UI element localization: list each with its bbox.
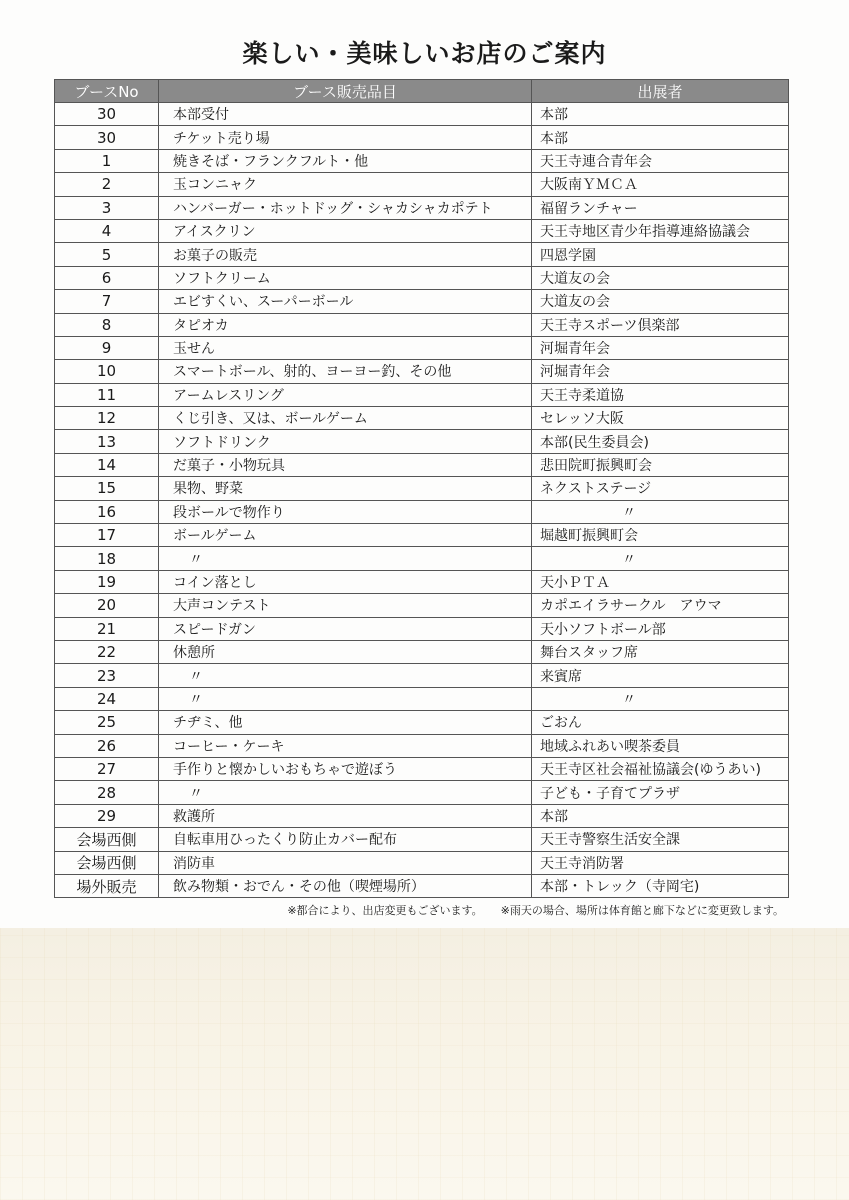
exhibitor-cell: 大道友の会 <box>532 266 789 289</box>
exhibitor-cell: 本部・トレック（寺岡宅) <box>532 874 789 897</box>
table-row <box>55 243 789 266</box>
exhibitor-cell: 本部 <box>532 804 789 827</box>
table-row <box>55 851 789 874</box>
item-cell: コーヒー・ケーキ <box>159 734 532 757</box>
exhibitor-cell: 天王寺柔道協 <box>532 383 789 406</box>
exhibitor-cell: 天王寺区社会福祉協議会(ゆうあい) <box>532 757 789 780</box>
booth-no-cell: 23 <box>55 664 159 687</box>
item-cell: チケット売り場 <box>159 126 532 149</box>
booth-no-cell: 会場西側 <box>55 851 159 874</box>
table-row <box>55 617 789 640</box>
exhibitor-cell: 大道友の会 <box>532 290 789 313</box>
exhibitor-cell: カポエイラサークル アウマ <box>532 594 789 617</box>
item-cell: チヂミ、他 <box>159 711 532 734</box>
table-row <box>55 781 789 804</box>
booth-no-cell: 19 <box>55 570 159 593</box>
exhibitor-cell: ネクストステージ <box>532 477 789 500</box>
booth-no-cell: 16 <box>55 500 159 523</box>
item-cell: だ菓子・小物玩具 <box>159 453 532 476</box>
booth-no-cell: 17 <box>55 524 159 547</box>
item-cell: ボールゲーム <box>159 524 532 547</box>
booth-no-cell: 場外販売 <box>55 874 159 897</box>
booth-no-cell: 1 <box>55 149 159 172</box>
exhibitor-cell: 河堀青年会 <box>532 360 789 383</box>
header-booth-no: ブースNo <box>55 80 159 103</box>
item-cell: 段ボールで物作り <box>159 500 532 523</box>
item-cell: 休憩所 <box>159 640 532 663</box>
table-row <box>55 290 789 313</box>
booth-no-cell: 21 <box>55 617 159 640</box>
table-row <box>55 547 789 570</box>
table-row <box>55 874 789 897</box>
item-cell: 救護所 <box>159 804 532 827</box>
exhibitor-cell: 地域ふれあい喫茶委員 <box>532 734 789 757</box>
booth-no-cell: 12 <box>55 407 159 430</box>
table-row <box>55 313 789 336</box>
booth-no-cell: 18 <box>55 547 159 570</box>
table-row <box>55 219 789 242</box>
item-cell: くじ引き、又は、ボールゲーム <box>159 407 532 430</box>
table-row <box>55 126 789 149</box>
item-cell: 手作りと懐かしいおもちゃで遊ぼう <box>159 757 532 780</box>
booth-no-cell: 5 <box>55 243 159 266</box>
table-row <box>55 828 789 851</box>
table-row <box>55 594 789 617</box>
table-body <box>55 103 789 898</box>
booth-no-cell: 24 <box>55 687 159 710</box>
booth-no-cell: 会場西側 <box>55 828 159 851</box>
booth-no-cell: 11 <box>55 383 159 406</box>
exhibitor-cell: 堀越町振興町会 <box>532 524 789 547</box>
table-row <box>55 757 789 780</box>
table-row <box>55 664 789 687</box>
table-row <box>55 687 789 710</box>
exhibitor-cell: ごおん <box>532 711 789 734</box>
exhibitor-cell: 天王寺連合青年会 <box>532 149 789 172</box>
table-row <box>55 430 789 453</box>
item-cell: タピオカ <box>159 313 532 336</box>
exhibitor-cell: 子ども・子育てプラザ <box>532 781 789 804</box>
item-cell: ハンバーガー・ホットドッグ・シャカシャカポテト <box>159 196 532 219</box>
exhibitor-cell: 本部 <box>532 126 789 149</box>
item-cell: 〃 <box>159 664 532 687</box>
item-cell: ソフトドリンク <box>159 430 532 453</box>
header-row <box>55 80 789 103</box>
booth-no-cell: 8 <box>55 313 159 336</box>
table-row <box>55 570 789 593</box>
booth-no-cell: 13 <box>55 430 159 453</box>
table-row <box>55 360 789 383</box>
item-cell: お菓子の販売 <box>159 243 532 266</box>
item-cell: アームレスリング <box>159 383 532 406</box>
item-cell: 飲み物類・おでん・その他（喫煙場所） <box>159 874 532 897</box>
booth-no-cell: 30 <box>55 126 159 149</box>
exhibitor-cell: 天王寺地区青少年指導連絡協議会 <box>532 219 789 242</box>
item-cell: 消防車 <box>159 851 532 874</box>
exhibitor-cell: 福留ランチャー <box>532 196 789 219</box>
table-row <box>55 524 789 547</box>
item-cell: 大声コンテスト <box>159 594 532 617</box>
booth-no-cell: 27 <box>55 757 159 780</box>
table-row <box>55 336 789 359</box>
booth-no-cell: 25 <box>55 711 159 734</box>
item-cell: 玉コンニャク <box>159 173 532 196</box>
booth-no-cell: 29 <box>55 804 159 827</box>
exhibitor-cell: 〃 <box>532 500 789 523</box>
booth-no-cell: 28 <box>55 781 159 804</box>
exhibitor-cell: 四恩学園 <box>532 243 789 266</box>
table-row <box>55 407 789 430</box>
item-cell: 焼きそば・フランクフルト・他 <box>159 149 532 172</box>
item-cell: 〃 <box>159 547 532 570</box>
exhibitor-cell: 天小ＰＴＡ <box>532 570 789 593</box>
table-row <box>55 453 789 476</box>
item-cell: コイン落とし <box>159 570 532 593</box>
exhibitor-cell: 〃 <box>532 687 789 710</box>
booth-no-cell: 20 <box>55 594 159 617</box>
table-row <box>55 711 789 734</box>
table-row <box>55 640 789 663</box>
table-row <box>55 804 789 827</box>
table-row <box>55 103 789 126</box>
exhibitor-cell: 大阪南ＹＭＣＡ <box>532 173 789 196</box>
table-row <box>55 173 789 196</box>
item-cell: 果物、野菜 <box>159 477 532 500</box>
table-row <box>55 196 789 219</box>
exhibitor-cell: 舞台スタッフ席 <box>532 640 789 663</box>
booth-no-cell: 22 <box>55 640 159 663</box>
exhibitor-cell: 河堀青年会 <box>532 336 789 359</box>
exhibitor-cell: 悲田院町振興町会 <box>532 453 789 476</box>
item-cell: 本部受付 <box>159 103 532 126</box>
exhibitor-cell: セレッソ大阪 <box>532 407 789 430</box>
exhibitor-cell: 天王寺スポーツ倶楽部 <box>532 313 789 336</box>
exhibitor-cell: 本部(民生委員会) <box>532 430 789 453</box>
booth-no-cell: 15 <box>55 477 159 500</box>
booth-table <box>54 79 789 898</box>
item-cell: スピードガン <box>159 617 532 640</box>
booth-no-cell: 2 <box>55 173 159 196</box>
booth-no-cell: 6 <box>55 266 159 289</box>
item-cell: アイスクリン <box>159 219 532 242</box>
footnote <box>54 902 784 918</box>
exhibitor-cell: 天王寺警察生活安全課 <box>532 828 789 851</box>
item-cell: スマートボール、射的、ヨーヨー釣、その他 <box>159 360 532 383</box>
exhibitor-cell: 来賓席 <box>532 664 789 687</box>
table-row <box>55 266 789 289</box>
table-row <box>55 734 789 757</box>
booth-no-cell: 26 <box>55 734 159 757</box>
table-row <box>55 500 789 523</box>
booth-no-cell: 9 <box>55 336 159 359</box>
item-cell: エビすくい、スーパーボール <box>159 290 532 313</box>
exhibitor-cell: 天王寺消防署 <box>532 851 789 874</box>
item-cell: 自転車用ひったくり防止カバー配布 <box>159 828 532 851</box>
note-rain: ※雨天の場合、場所は体育館と廊下などに変更致します。 <box>500 904 784 917</box>
item-cell: 〃 <box>159 781 532 804</box>
exhibitor-cell: 本部 <box>532 103 789 126</box>
booth-no-cell: 30 <box>55 103 159 126</box>
booth-no-cell: 4 <box>55 219 159 242</box>
item-cell: 玉せん <box>159 336 532 359</box>
table-row <box>55 383 789 406</box>
booth-no-cell: 10 <box>55 360 159 383</box>
exhibitor-cell: 天小ソフトボール部 <box>532 617 789 640</box>
table-row <box>55 477 789 500</box>
booth-no-cell: 7 <box>55 290 159 313</box>
booth-no-cell: 14 <box>55 453 159 476</box>
page-title: 楽しい・美味しいお店のご案内 <box>242 39 607 68</box>
header-items: ブース販売品目 <box>159 80 532 103</box>
item-cell: ソフトクリーム <box>159 266 532 289</box>
item-cell: 〃 <box>159 687 532 710</box>
note-change: ※都合により、出店変更もございます。 <box>287 904 483 917</box>
background-area <box>0 928 849 1200</box>
header-exhibitor: 出展者 <box>532 80 789 103</box>
booth-no-cell: 3 <box>55 196 159 219</box>
table-row <box>55 149 789 172</box>
exhibitor-cell: 〃 <box>532 547 789 570</box>
